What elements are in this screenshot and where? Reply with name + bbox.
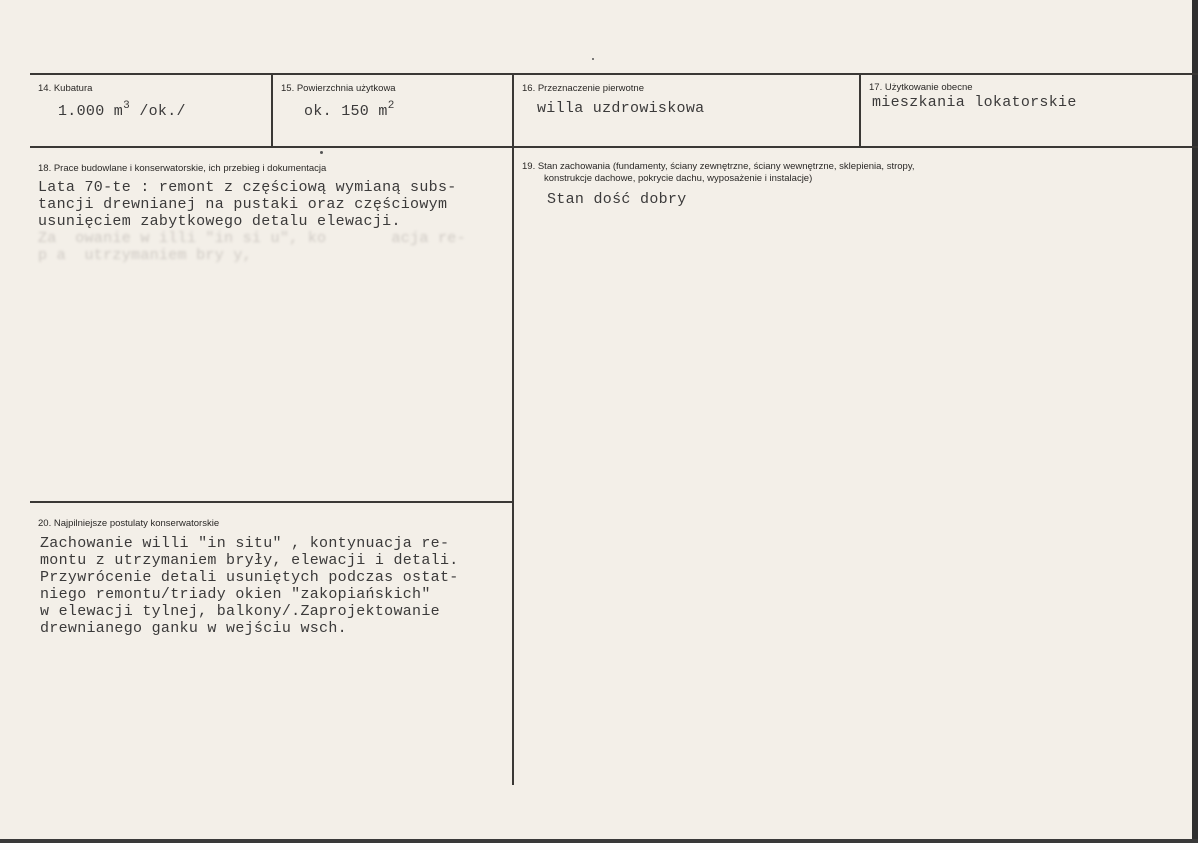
field-18-faded-line-1: Za owanie w illi "in si u", ko acja re- <box>38 230 466 247</box>
field-15-value <box>304 100 395 122</box>
card-edge-right <box>1192 0 1198 843</box>
field-19-label-line-2: konstrukcje dachowe, pokrycie dachu, wyposażenie i instalacje) <box>544 173 813 184</box>
field-17-label: 17. Użytkowanie obecne <box>869 82 973 93</box>
ink-dot <box>320 151 323 154</box>
field-14-value-sup: 3 <box>123 100 131 112</box>
field-14-value <box>58 100 186 122</box>
field-15-value-sup: 2 <box>387 100 395 112</box>
row-rule <box>30 146 1198 148</box>
field-14-value-tail: /ok./ <box>130 103 186 120</box>
field-14-value-main: 1.000 m <box>58 103 124 120</box>
field-16-value: willa uzdrowiskowa <box>537 100 705 117</box>
divider-14-15 <box>271 73 273 148</box>
field-20-label: 20. Najpilniejsze postulaty konserwatorskie <box>38 518 220 529</box>
field-18-line-1: Lata 70-te : remont z częściową wymianą subs- <box>38 179 457 196</box>
field-18-faded-line-2: p a utrzymaniem bry y, <box>38 247 252 264</box>
field-16-label: 16. Przeznaczenie pierwotne <box>522 83 644 94</box>
field-14-label: 14. Kubatura <box>38 83 93 94</box>
top-rule <box>30 73 1198 75</box>
field-17-value: mieszkania lokatorskie <box>872 94 1077 111</box>
field-20-line-1: Zachowanie willi "in situ" , kontynuacja re- <box>40 535 450 552</box>
field-19-label-line-1: 19. Stan zachowania (fundamenty, ściany zewnętrzne, ściany wewnętrzne, sklepienia, stropy, <box>522 161 915 172</box>
field-20-line-5: w elewacji tylnej, balkony/.Zaprojektowanie <box>40 603 440 620</box>
field-18-label: 18. Prace budowlane i konserwatorskie, ich przebieg i dokumentacja <box>38 163 327 174</box>
field-20-line-3: Przywrócenie detali usuniętych podczas ostat- <box>40 569 459 586</box>
field-18-line-3: usunięciem zabytkowego detalu elewacji. <box>38 213 401 230</box>
field-18-line-2: tancji drewnianej na pustaki oraz częściowym <box>38 196 448 213</box>
field-20-line-2: montu z utrzymaniem bryły, elewacji i detali. <box>40 552 459 569</box>
section-rule <box>30 501 512 503</box>
field-15-label: 15. Powierzchnia użytkowa <box>281 83 396 94</box>
divider-main <box>512 73 514 785</box>
card-edge-bottom <box>0 839 1198 843</box>
field-20-line-4: niego remontu/triady okien "zakopiańskich" <box>40 586 431 603</box>
field-19-value: Stan dość dobry <box>547 191 687 208</box>
field-20-line-6: drewnianego ganku w wejściu wsch. <box>40 620 347 637</box>
ink-speck <box>592 58 594 60</box>
divider-16-17 <box>859 73 861 148</box>
field-15-value-main: ok. 150 m <box>304 103 388 120</box>
